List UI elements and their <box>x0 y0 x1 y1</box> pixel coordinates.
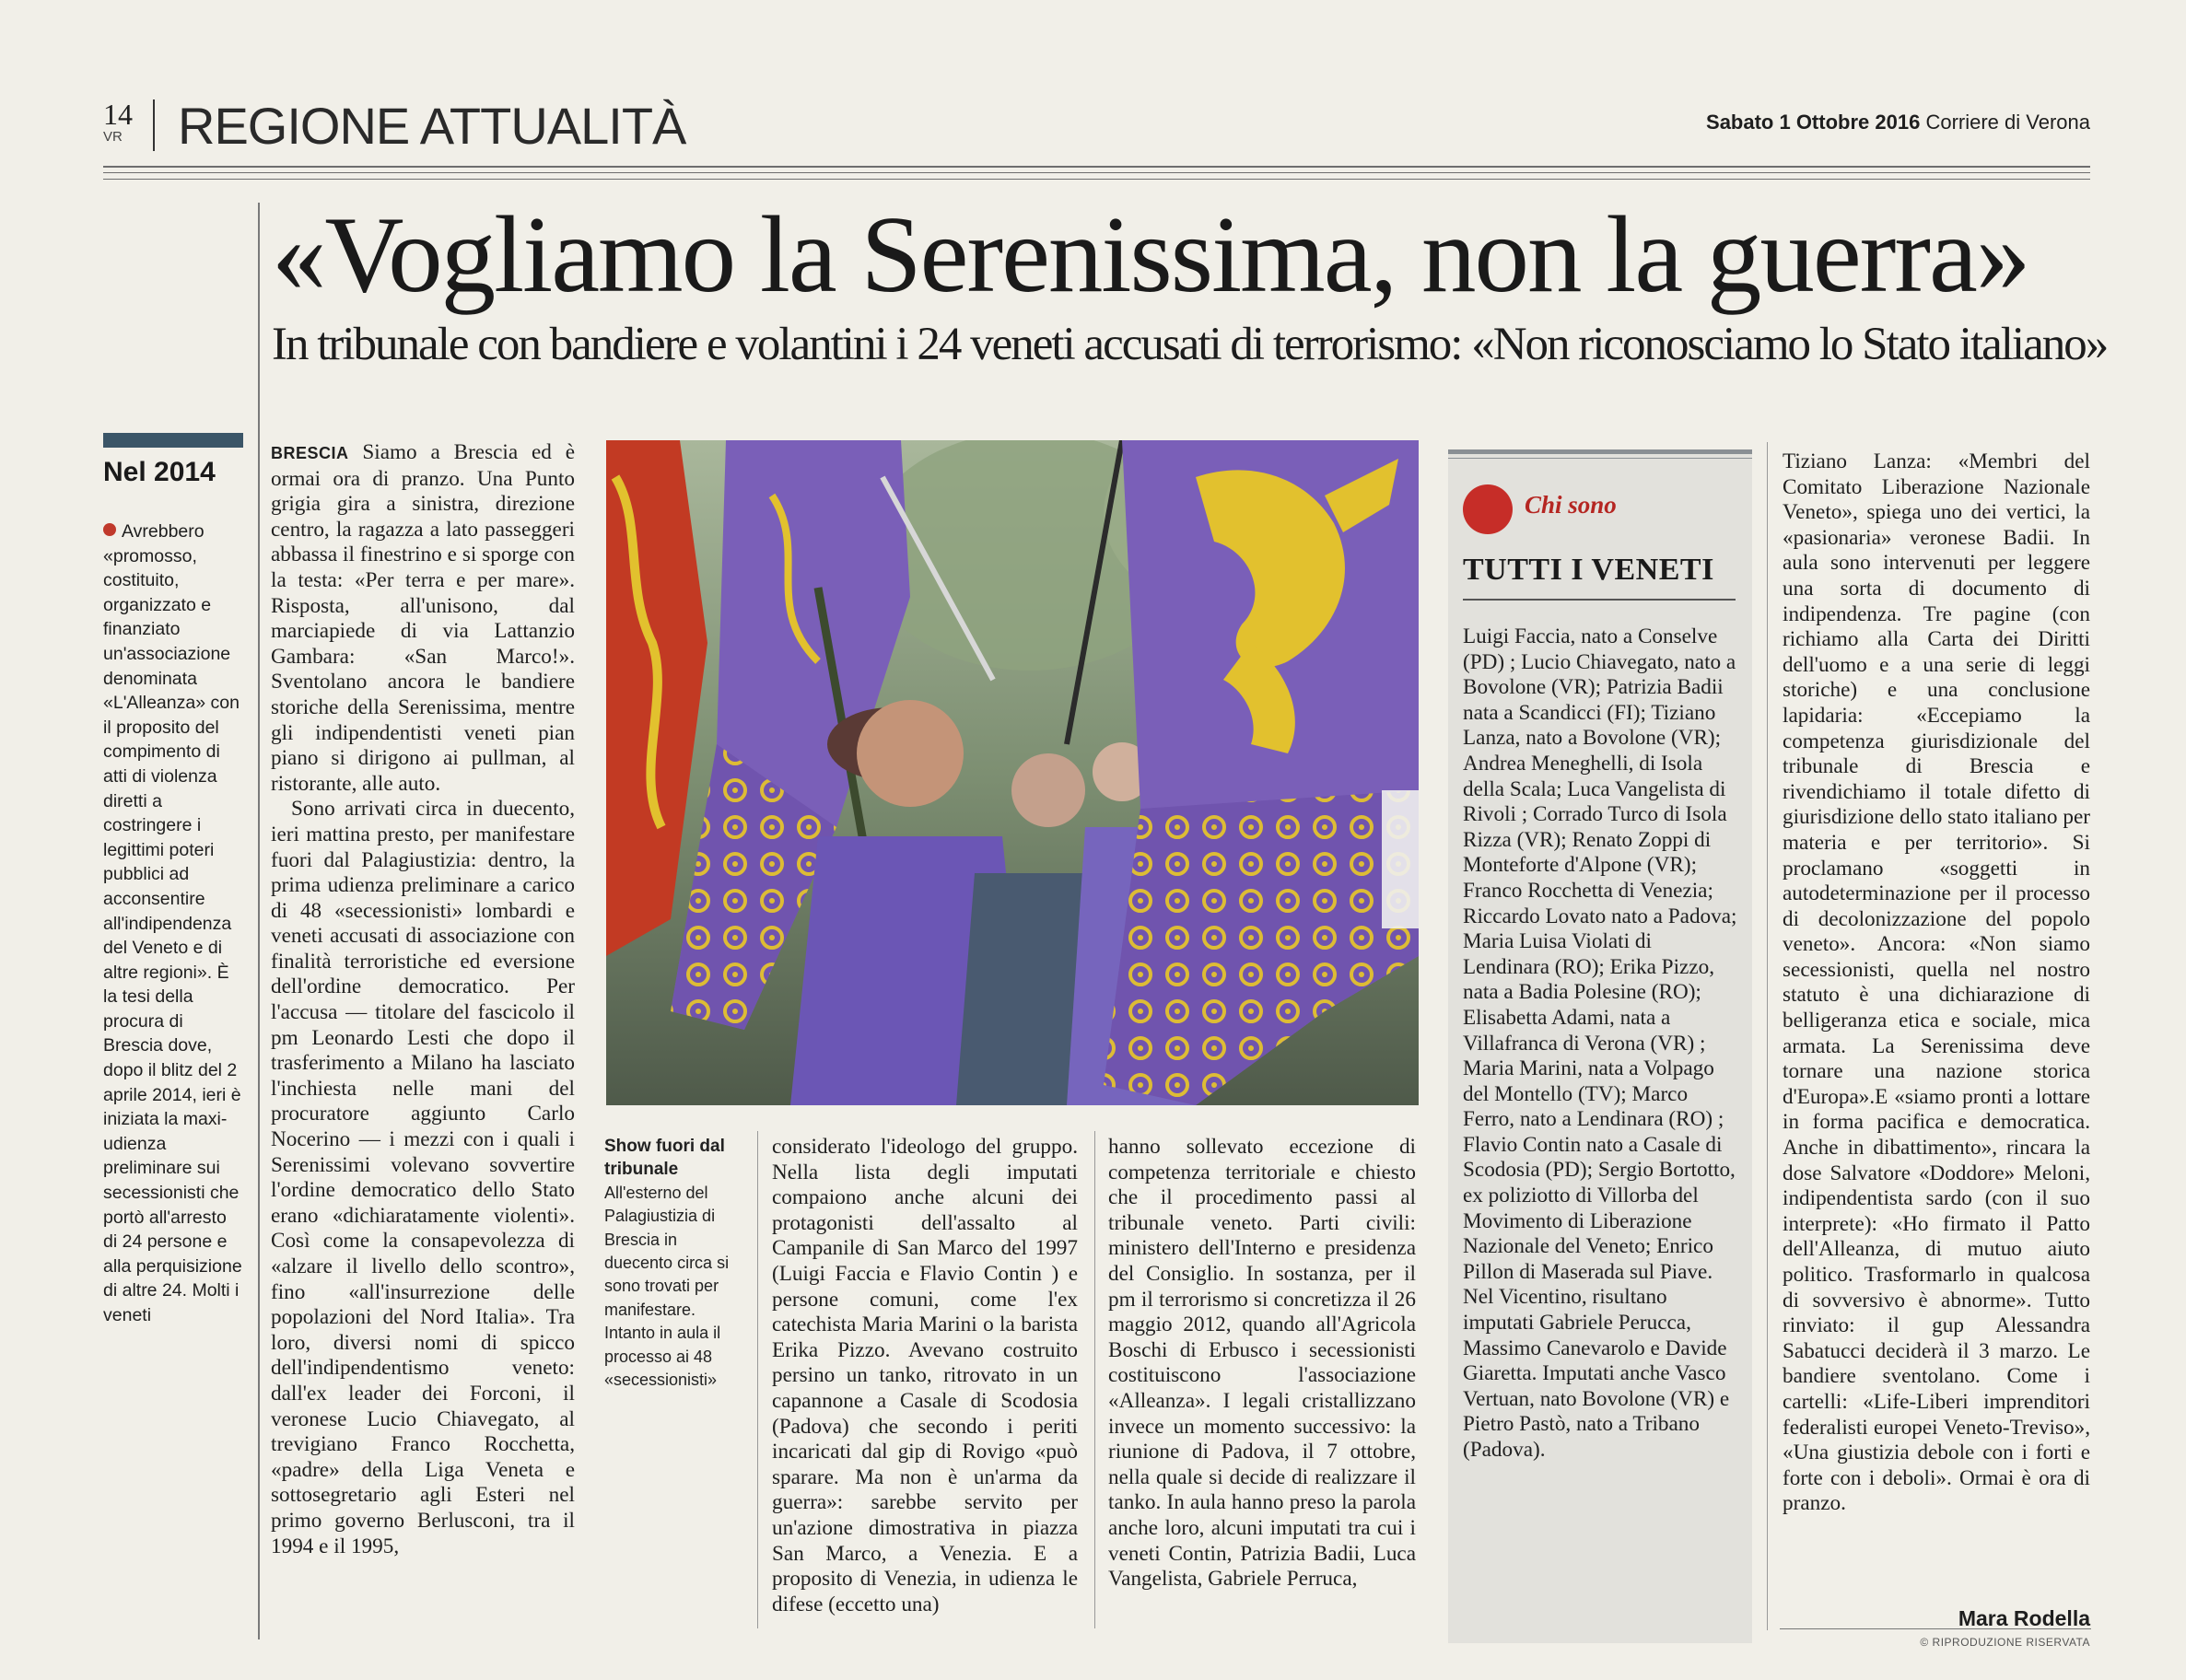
photo-caption <box>604 1135 742 1392</box>
copyright-note: © RIPRODUZIONE RISERVATA <box>1920 1636 2090 1649</box>
header-rule-thin <box>103 172 2090 173</box>
headline-divider <box>258 203 260 1639</box>
info-box-kicker: Chi sono <box>1525 491 1617 519</box>
sidebar-title: Nel 2014 <box>103 457 216 487</box>
edition-code: VR <box>103 129 123 145</box>
caption-title: Show fuori dal tribunale <box>604 1137 725 1180</box>
info-box-title: TUTTI I VENETI <box>1463 553 1714 587</box>
red-dot-icon <box>1463 484 1513 534</box>
paragraph-5: Tiziano Lanza: «Membri del Comitato Liberazione Nazionale Veneto», spiega uno dei vertici, la «pasionaria» veronese Badii. In aula sono intervenuti per leggere una sorta di documento di indipendenza. Tre pagine (con richiamo alla Carta dei Diritti dell'uomo e a una serie di leggi storiche) e una conclusione lapidaria: «Eccepiamo la competenza giurisdizionale del tribunale di Brescia e rivendichiamo il totale difetto di giurisdizione dello stato italiano per materia e per territorio». Si proclamano «soggetti in autodeterminazione per il processo di decolonizzazione del popolo veneto». Ancora: «Non siamo secessionisti, quella nel nostro statuto è una dichiarazione di belligeranza etica e sociale, mica armata. La Serenissima deve tornare una nazione storica d'Europa».E «siamo pronti a lottare in forma pacifica e democratica. Anche in dibattimento», rincara la dose Salvatore «Doddore» Meloni, indipendentista sardo (con il suo interprete): «Ho firmato il Patto dell'Alleanza, di mutuo aiuto politico. Trasformarlo in qualcosa di sovversivo è abnorme». Tutto rinviato: il gup Alessandra Sabatucci deciderà il 3 marzo. Le bandiere sventolano. Come i cartelli: «Life-Liberi imprenditori federalisti europei Veneto-Treviso», «Una giustizia debole con i forti e forte con i deboli». Ormai è ora di pranzo. <box>1783 449 2090 1516</box>
column-divider <box>757 1131 758 1628</box>
column-divider <box>1094 1131 1095 1628</box>
caption-text: All'esterno del Palagiustizia di Brescia in duecento circa si sono trovati per manifestare. Intanto in aula il processo ai 48 «secessionisti» <box>604 1183 730 1390</box>
paragraph-1: Siamo a Brescia ed è ormai ora di pranzo. Una Punto grigia gira a sinistra, direzione centro, la ragazza a lato passeggeri abbassa il finestrino e si sporge con la testa: «Per terra e per mare». Risposta, all'unisono, dal marciapiede di via Lattanzio Gambara: «San Marco!». Sventolano ancora le bandiere storiche della Serenissima, mentre gli indipendentisti veneti pian piano si dirigono ai pullman, al ristorante, alle auto. <box>271 440 575 796</box>
article-photo <box>606 440 1419 1105</box>
page-number: 14 <box>103 98 133 131</box>
info-box-rule-thin <box>1448 458 1752 459</box>
bullet-icon <box>103 523 116 536</box>
article-dateline: BRESCIA <box>271 444 349 462</box>
header-rule <box>103 166 2090 168</box>
author-signature: Mara Rodella <box>1958 1606 2090 1630</box>
header-rule-thin <box>103 179 2090 180</box>
info-box-title-rule <box>1463 599 1736 601</box>
column-divider <box>1767 442 1768 1630</box>
protest-flags-photo <box>606 440 1419 1105</box>
paragraph-3: considerato l'ideologo del gruppo. Nella lista degli imputati compaiono anche alcuni dei protagonisti dell'assalto al Campanile di San Marco del 1997 (Luigi Faccia e Flavio Contin ) e persone comuni, come l'ex catechista Maria Marini o la barista Erika Pizzo. Avevano costruito persino un tanko, ritrovato in un capannone a Casale di Scodosia (Padova) che secondo i periti incaricati dal gip di Rovigo «può sparare. Ma non è un'arma da guerra»: sarebbe servito per un'azione dimostrativa in piazza San Marco, a Venezia. E a proposito di Venezia, in udienza le difese (eccetto una) <box>772 1135 1078 1616</box>
section-title: REGIONE ATTUALITÀ <box>178 97 686 155</box>
issue-dateline <box>1706 111 2090 134</box>
issue-date: Sabato 1 Ottobre 2016 <box>1706 111 1921 134</box>
sidebar-text <box>103 519 243 1328</box>
article-subhead: In tribunale con bandiere e volantini i 24 veneti accusati di terrorismo: «Non riconosciamo lo Stato italiano» <box>272 319 2108 370</box>
info-box-text: Luigi Faccia, nato a Conselve (PD) ; Lucio Chiavegato, nato a Bovolone (VR); Patrizia Badii nata a Scandicci (FI); Tiziano Lanza, nato a Bovolone (VR); Andrea Meneghelli, di Isola della Scala; Luca Vangelista di Rivoli ; Corrado Turco di Isola Rizza (VR); Renato Zoppi di Monteforte d'Alpone (VR); Franco Rocchetta di Venezia; Riccardo Lovato nato a Padova; Maria Luisa Violati di Lendinara (RO); Erika Pizzo, nata a Badia Polesine (RO); Elisabetta Adami, nata a Villafranca di Verona (VR) ; Maria Marini, nata a Volpago del Montello (TV); Marco Ferro, nato a Lendinara (RO) ; Flavio Contin nato a Casale di Scodosia (PD); Sergio Bortotto, ex poliziotto di Villorba del Movimento di Liberazione Nazionale del Veneto; Enrico Pillon di Maserada sul Piave. Nel Vicentino, risultano imputati Gabriele Perucca, Massimo Canevarolo e Davide Giaretta. Imputati anche Vasco Vertuan, nato Bovolone (VR) e Pietro Pastò, nato a Tribano (Padova). <box>1463 624 1737 1462</box>
article-column-3 <box>1108 1135 1416 1592</box>
article-column-5 <box>1783 449 2090 1517</box>
article-column-1 <box>271 440 575 1559</box>
publication-name: Corriere di Verona <box>1925 111 2090 134</box>
sidebar-accent-bar <box>103 433 243 448</box>
paragraph-2: Sono arrivati circa in duecento, ieri mattina presto, per manifestare fuori dal Palagiustizia: dentro, la prima udienza preliminare a carico di 48 «secessionisti» lombardi e veneti accusati di associazione con finalità terroristiche ed eversione dell'ordine democratico. Per l'accusa — titolare del fascicolo il pm Leonardo Lesti che dopo il trasferimento a Milano ha lasciato l'inchiesta nelle mani del procuratore aggiunto Carlo Nocerino — i mezzi con i quali i Serenissimi volevano sovvertire l'ordine democratico dello Stato erano «dichiaratamente violenti». Così come la consapevolezza di «alzare il livello dello scontro», fino «all'insurrezione delle popolazioni del Nord Italia». Tra loro, diversi nomi di spicco dell'indipendentismo veneto: dall'ex leader dei Forconi, il veronese Lucio Chiavegato, al trevigiano Franco Rocchetta, «padre» della Liga Veneta e sottosegretario agli Esteri nel primo governo Berlusconi, tra il 1994 e il 1995, <box>271 797 575 1558</box>
header-divider <box>153 99 155 151</box>
sidebar-body: Avrebbero «promosso, costituito, organizzato e finanziato un'associazione denominata «L'Alleanza» con il proposito del compimento di atti di violenza diretti a costringere i legittimi poteri pubblici ad acconsentire all'indipendenza del Veneto e di altre regioni». È la tesi della procura di Brescia dove, dopo il blitz del 2 aprile 2014, ieri è iniziata la maxi-udienza preliminare sui secessionisti che portò all'arresto di 24 persone e alla perquisizione di altre 24. Molti i veneti <box>103 521 242 1325</box>
paragraph-4: hanno sollevato eccezione di competenza territoriale e chiesto che il procedimento passi al tribunale veneto. Parti civili: ministero dell'Interno e presidenza del Consiglio. In sostanza, per il pm il terrorismo si concretizza il 26 maggio 2012, quando all'Agricola Boschi di Erbusco i secessionisti costituiscono l'associazione «Alleanza». I legali cristallizzano invece un momento successivo: la riunione di Padova, il 7 ottobre, nella quale si decide di realizzare il tanko. In aula hanno preso la parola anche loro, alcuni imputati tra cui i veneti Contin, Patrizia Badii, Luca Vangelista, Gabriele Perruca, <box>1108 1135 1416 1592</box>
article-column-2 <box>772 1135 1078 1617</box>
article-headline: «Vogliamo la Serenissima, non la guerra» <box>272 193 2029 315</box>
info-box-rule <box>1448 449 1752 454</box>
